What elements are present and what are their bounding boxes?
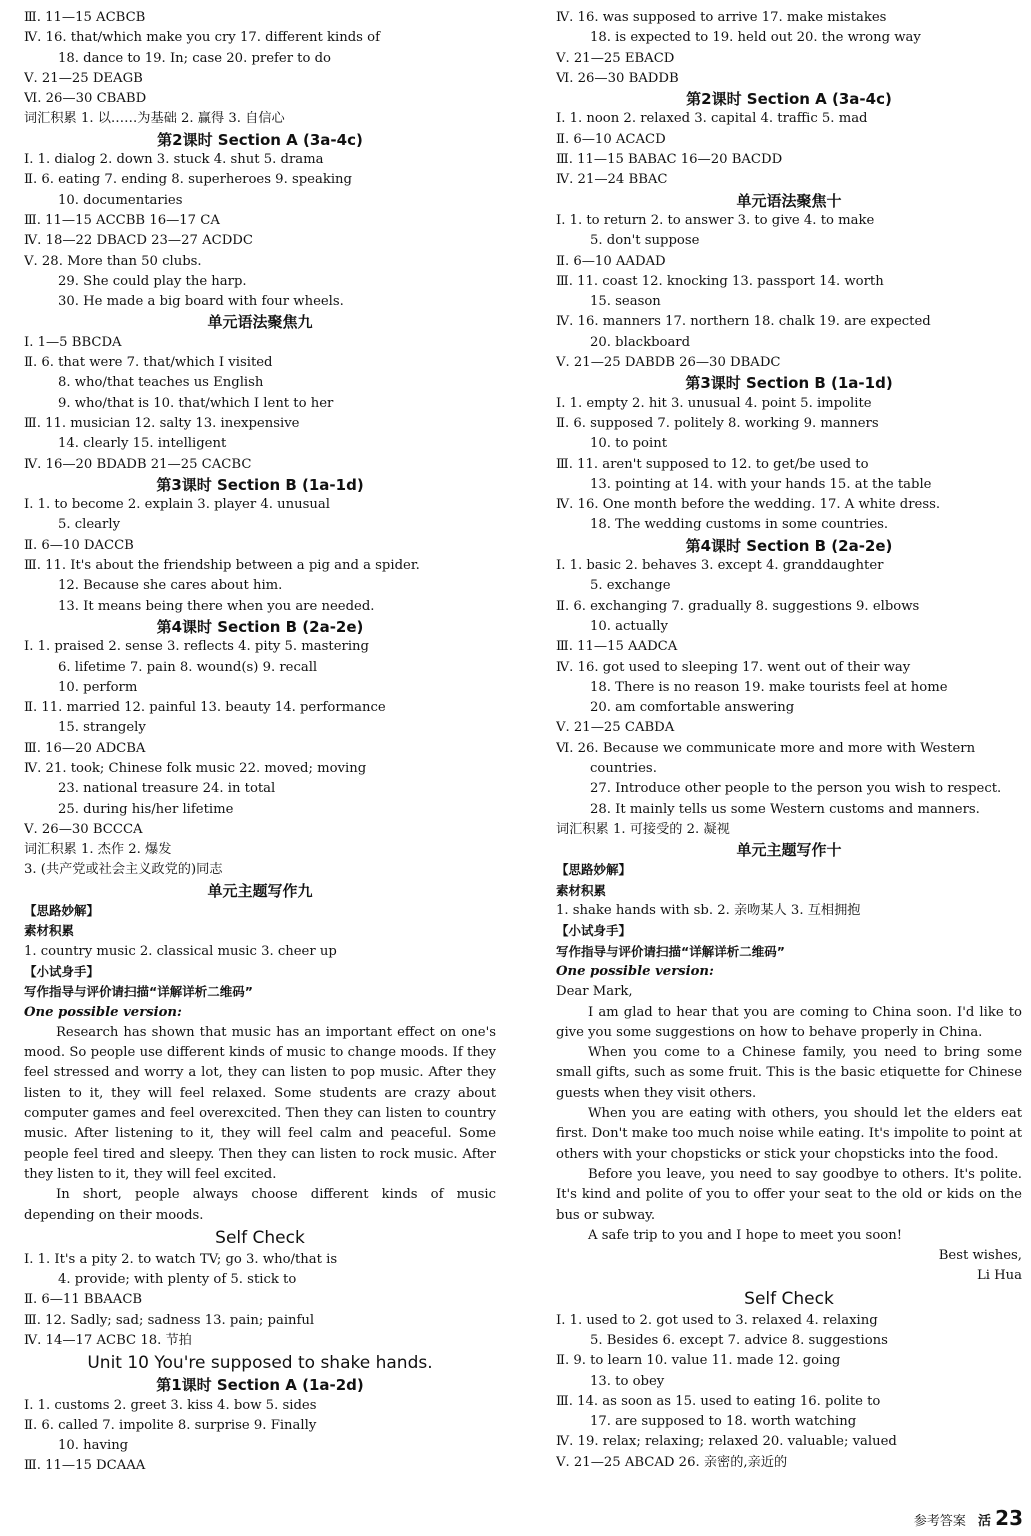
answer-line: Ⅵ. 26. Because we communicate more and more with Western: [556, 740, 976, 756]
answer-line: Ⅳ. 16. was supposed to arrive 17. make mistakes: [556, 10, 887, 25]
right-bottom-lines: [556, 1287, 1022, 1473]
answer-line: Ⅳ. 16. manners 17. northern 18. chalk 19. are expected: [556, 314, 931, 330]
answer-line: 第3课时 Section B (1a-1d): [156, 475, 364, 494]
answer-line: 5. clearly: [58, 517, 121, 533]
answer-line: Ⅰ. 1. praised 2. sense 3. reflects 4. pity 5. mastering: [24, 639, 369, 655]
answer-line: 13. pointing at 14. with your hands 15. at the table: [590, 476, 932, 492]
answer-line: 第4课时 Section B (2a-2e): [685, 536, 893, 555]
left-column: [24, 8, 496, 1477]
answer-line: Ⅰ. 1. to become 2. explain 3. player 4. unusual: [24, 497, 330, 513]
answer-line: 3. (共产党或社会主义政党的)同志: [24, 862, 223, 878]
answer-line: Ⅲ. 12. Sadly; sad; sadness 13. pain; painful: [24, 1312, 315, 1328]
answer-line: Ⅱ. 6—10 DACCB: [24, 537, 134, 553]
answer-line: 词汇积累 1. 杰作 2. 爆发: [24, 842, 172, 858]
answer-line: 5. exchange: [590, 578, 671, 594]
answer-line: 10. to point: [590, 436, 667, 452]
answer-line: 4. provide; with plenty of 5. stick to: [58, 1272, 297, 1288]
essay-paragraph: I am glad to hear that you are coming to China soon. I'd like to give you some suggestions on how to behave properly in China.: [556, 1004, 1022, 1040]
answer-line: 【思路妙解】: [556, 862, 632, 878]
answer-line: 18. is expected to 19. held out 20. the wrong way: [590, 30, 921, 46]
answer-line: 20. am comfortable answering: [590, 700, 795, 716]
answer-line: 第3课时 Section B (1a-1d): [685, 374, 893, 393]
answer-line: 写作指导与评价请扫描“详解详析二维码”: [24, 984, 253, 1000]
answer-line: Ⅳ. 16. got used to sleeping 17. went out of their way: [556, 659, 911, 675]
answer-line: Ⅲ. 11—15 AADCA: [556, 639, 678, 655]
answer-line: One possible version:: [24, 1004, 182, 1020]
answer-line: Ⅰ. 1—5 BBCDA: [24, 334, 122, 350]
answer-line: 单元语法聚焦十: [736, 191, 842, 210]
essay-paragraph: In short, people always choose different kinds of music depending on their moods.: [24, 1187, 496, 1223]
answer-line: One possible version:: [556, 963, 714, 979]
footer-section: 活: [978, 1514, 992, 1529]
answer-line: Ⅳ. 18—22 DBACD 23—27 ACDDC: [24, 233, 253, 249]
answer-line: Ⅲ. 11—15 ACBCB: [24, 10, 146, 25]
essay-paragraph: Research has shown that music has an important effect on one's mood. So people use different kinds of music to change moods. If they feel stressed and worry a lot, they can listen to pop music. After they listen to it, they will feel relaxed. Some students are crazy about computer games and feel overexcited. Then they can listen to country music. After listening to it, they will feel calm and peaceful. Some people feel tired and sleepy. Then they can listen to rock music. After they listen to it, they will feel excited.: [24, 1024, 496, 1182]
left-essay: [24, 1023, 496, 1226]
answer-line: Ⅰ. 1. to return 2. to answer 3. to give 4. to make: [556, 212, 875, 228]
right-column: [556, 8, 1022, 1473]
answer-line: Ⅰ. 1. used to 2. got used to 3. relaxed 4. relaxing: [556, 1312, 878, 1328]
answer-line: Ⅵ. 26—30 CBABD: [24, 91, 147, 107]
answer-line: 25. during his/her lifetime: [58, 801, 234, 817]
answer-line: Ⅳ. 16. that/which make you cry 17. different kinds of: [24, 30, 380, 46]
answer-line: 素材积累: [24, 923, 75, 939]
answer-line: 30. He made a big board with four wheels.: [58, 294, 344, 310]
answer-line: 18. There is no reason 19. make tourists feel at home: [590, 679, 948, 695]
answer-line: 27. Introduce other people to the person you wish to respect.: [590, 781, 1002, 797]
answer-line: Ⅳ. 14—17 ACBC 18. 节拍: [24, 1333, 192, 1348]
answer-line: Ⅱ. 6—11 BBAACB: [24, 1292, 143, 1308]
answer-line: 13. to obey: [590, 1373, 665, 1389]
answer-line: Ⅱ. 6. called 7. impolite 8. surprise 9. Finally: [24, 1417, 317, 1433]
answer-line: 23. national treasure 24. in total: [58, 781, 276, 797]
answer-line: 5. don't suppose: [590, 233, 700, 249]
answer-line: 单元主题写作九: [207, 881, 313, 900]
essay-paragraph: Before you leave, you need to say goodbye to others. It's polite. It's kind and polite of you to offer your seat to the old or kids on the bus or subway.: [556, 1166, 1022, 1223]
answer-line: Ⅱ. 6—10 AADAD: [556, 253, 666, 269]
answer-line: 词汇积累 1. 可接受的 2. 凝视: [556, 821, 730, 837]
answer-line: Ⅴ. 26—30 BCCCA: [24, 821, 143, 837]
answer-line: Ⅲ. 11. aren't supposed to 12. to get/be used to: [556, 456, 869, 472]
answer-line: 29. She could play the harp.: [58, 273, 247, 289]
left-answer-lines: [24, 8, 496, 1023]
answer-line: 词汇积累 1. 以……为基础 2. 赢得 3. 自信心: [24, 111, 285, 127]
answer-line: Self Check: [215, 1227, 305, 1248]
answer-line: Ⅲ. 11—15 DCAAA: [24, 1458, 146, 1474]
answer-line: 单元主题写作十: [736, 841, 842, 860]
answer-line: Ⅴ. 21—25 DABDB 26—30 DBADC: [556, 355, 781, 371]
answer-line: Ⅰ. 1. It's a pity 2. to watch TV; go 3. who/that is: [24, 1251, 338, 1267]
answer-line: Ⅰ. 1. empty 2. hit 3. unusual 4. point 5. impolite: [556, 395, 872, 411]
answer-line: Ⅴ. 21—25 CABDA: [556, 720, 675, 736]
answer-line: 28. It mainly tells us some Western customs and manners.: [590, 801, 980, 817]
answer-line: Ⅴ. 21—25 ABCAD 26. 亲密的,亲近的: [556, 1454, 788, 1470]
right-answer-lines: [556, 8, 1022, 1003]
answer-line: Ⅲ. 11—15 ACCBB 16—17 CA: [24, 212, 220, 228]
answer-line: Ⅳ. 21—24 BBAC: [556, 172, 668, 188]
page-number: 23: [995, 1506, 1023, 1530]
answer-line: Ⅵ. 26—30 BADDB: [556, 70, 679, 86]
right-essay: [556, 1003, 1022, 1247]
essay-paragraph: When you come to a Chinese family, you need to bring some small gifts, such as some fruit. This is the basic etiquette for Chinese guests when they visit others.: [556, 1045, 1022, 1101]
answer-line: 【小试身手】: [24, 963, 100, 979]
answer-line: Ⅲ. 16—20 ADCBA: [24, 740, 146, 756]
answer-line: Ⅳ. 16—20 BDADB 21—25 CACBC: [24, 456, 252, 472]
answer-line: Ⅳ. 19. relax; relaxing; relaxed 20. valuable; valued: [556, 1434, 897, 1450]
answer-line: 10. documentaries: [58, 192, 183, 208]
answer-line: 单元语法聚焦九: [207, 313, 313, 332]
answer-line: Ⅴ. 28. More than 50 clubs.: [24, 253, 202, 269]
answer-line: Ⅱ. 9. to learn 10. value 11. made 12. going: [556, 1353, 841, 1369]
answer-line: Ⅴ. 21—25 EBACD: [556, 50, 675, 66]
answer-line: 6. lifetime 7. pain 8. wound(s) 9. recall: [58, 659, 318, 675]
answer-line: Ⅲ. 11. It's about the friendship between a pig and a spider.: [24, 558, 420, 574]
left-bottom-lines: [24, 1226, 496, 1477]
answer-line: 18. dance to 19. In; case 20. prefer to do: [58, 50, 331, 66]
answer-line: 第2课时 Section A (3a-4c): [157, 130, 363, 149]
answer-line: 20. blackboard: [590, 334, 691, 350]
page-footer: [914, 1506, 1023, 1530]
answer-line: 8. who/that teaches us English: [58, 375, 264, 391]
answer-line: Ⅱ. 6. that were 7. that/which I visited: [24, 355, 273, 371]
answer-line: Ⅲ. 11. coast 12. knocking 13. passport 14. worth: [556, 273, 884, 289]
answer-line: 10. having: [58, 1438, 129, 1454]
answer-line: 9. who/that is 10. that/which I lent to her: [58, 395, 334, 411]
answer-line: Ⅲ. 11. musician 12. salty 13. inexpensive: [24, 415, 300, 431]
answer-line: Ⅳ. 21. took; Chinese folk music 22. moved; moving: [24, 760, 367, 776]
essay-paragraph: A safe trip to you and I hope to meet you soon!: [588, 1227, 902, 1243]
answer-line: 15. season: [590, 294, 661, 310]
footer-label: 参考答案: [913, 1514, 966, 1529]
answer-line: 13. It means being there when you are needed.: [58, 598, 375, 614]
answer-line: 14. clearly 15. intelligent: [58, 436, 227, 452]
answer-line: 10. perform: [58, 679, 138, 695]
answer-line: 写作指导与评价请扫描“详解详析二维码”: [556, 943, 785, 959]
answer-line: 【思路妙解】: [24, 903, 100, 919]
essay-paragraph: When you are eating with others, you should let the elders eat first. Don't make too much noise while eating. It's impolite to point at others with your chopsticks or stick your chopsticks into the food.: [556, 1106, 1022, 1162]
right-signature: [556, 1246, 1022, 1287]
answer-line: Ⅴ. 21—25 DEAGB: [24, 70, 143, 86]
answer-line: 第1课时 Section A (1a-2d): [156, 1376, 364, 1395]
answer-line: Ⅳ. 16. One month before the wedding. 17. A white dress.: [556, 497, 941, 513]
answer-line: Ⅱ. 6. eating 7. ending 8. superheroes 9. speaking: [24, 172, 352, 188]
signature-line: Li Hua: [976, 1268, 1022, 1284]
answer-line: 第2课时 Section A (3a-4c): [686, 90, 892, 109]
answer-line: 1. shake hands with sb. 2. 亲吻某人 3. 互相拥抱: [556, 903, 861, 919]
answer-line: 第4课时 Section B (2a-2e): [156, 617, 364, 636]
answer-line: 5. Besides 6. except 7. advice 8. suggestions: [590, 1333, 888, 1348]
answer-line: Ⅱ. 11. married 12. painful 13. beauty 14. performance: [24, 700, 386, 716]
answer-line: Unit 10 You're supposed to shake hands.: [87, 1353, 433, 1374]
answer-line: 17. are supposed to 18. worth watching: [590, 1414, 857, 1430]
answer-line: Ⅰ. 1. basic 2. behaves 3. except 4. granddaughter: [556, 558, 884, 574]
answer-line: Self Check: [744, 1288, 834, 1309]
answer-line: Ⅲ. 14. as soon as 15. used to eating 16. polite to: [556, 1393, 881, 1409]
answer-line: 18. The wedding customs in some countries.: [590, 517, 889, 533]
answer-line: Dear Mark,: [556, 984, 633, 1000]
answer-line: 素材积累: [556, 882, 607, 898]
answer-line: Ⅱ. 6—10 ACACD: [556, 131, 666, 147]
answer-line: Ⅱ. 6. supposed 7. politely 8. working 9. manners: [556, 415, 879, 431]
answer-line: 10. actually: [590, 618, 668, 634]
answer-line: 12. Because she cares about him.: [58, 578, 283, 594]
answer-line: Ⅱ. 6. exchanging 7. gradually 8. suggestions 9. elbows: [556, 598, 920, 614]
answer-line: Ⅰ. 1. dialog 2. down 3. stuck 4. shut 5. drama: [24, 152, 324, 168]
answer-line: 1. country music 2. classical music 3. cheer up: [24, 943, 337, 959]
answer-line: 【小试身手】: [556, 923, 632, 939]
answer-line: Ⅲ. 11—15 BABAC 16—20 BACDD: [556, 152, 783, 168]
answer-line: Ⅰ. 1. noon 2. relaxed 3. capital 4. traffic 5. mad: [556, 111, 868, 127]
answer-line: Ⅰ. 1. customs 2. greet 3. kiss 4. bow 5. sides: [24, 1397, 317, 1413]
answer-line: countries.: [590, 760, 657, 776]
answer-line: 15. strangely: [58, 720, 146, 736]
signature-line: Best wishes,: [938, 1248, 1022, 1264]
